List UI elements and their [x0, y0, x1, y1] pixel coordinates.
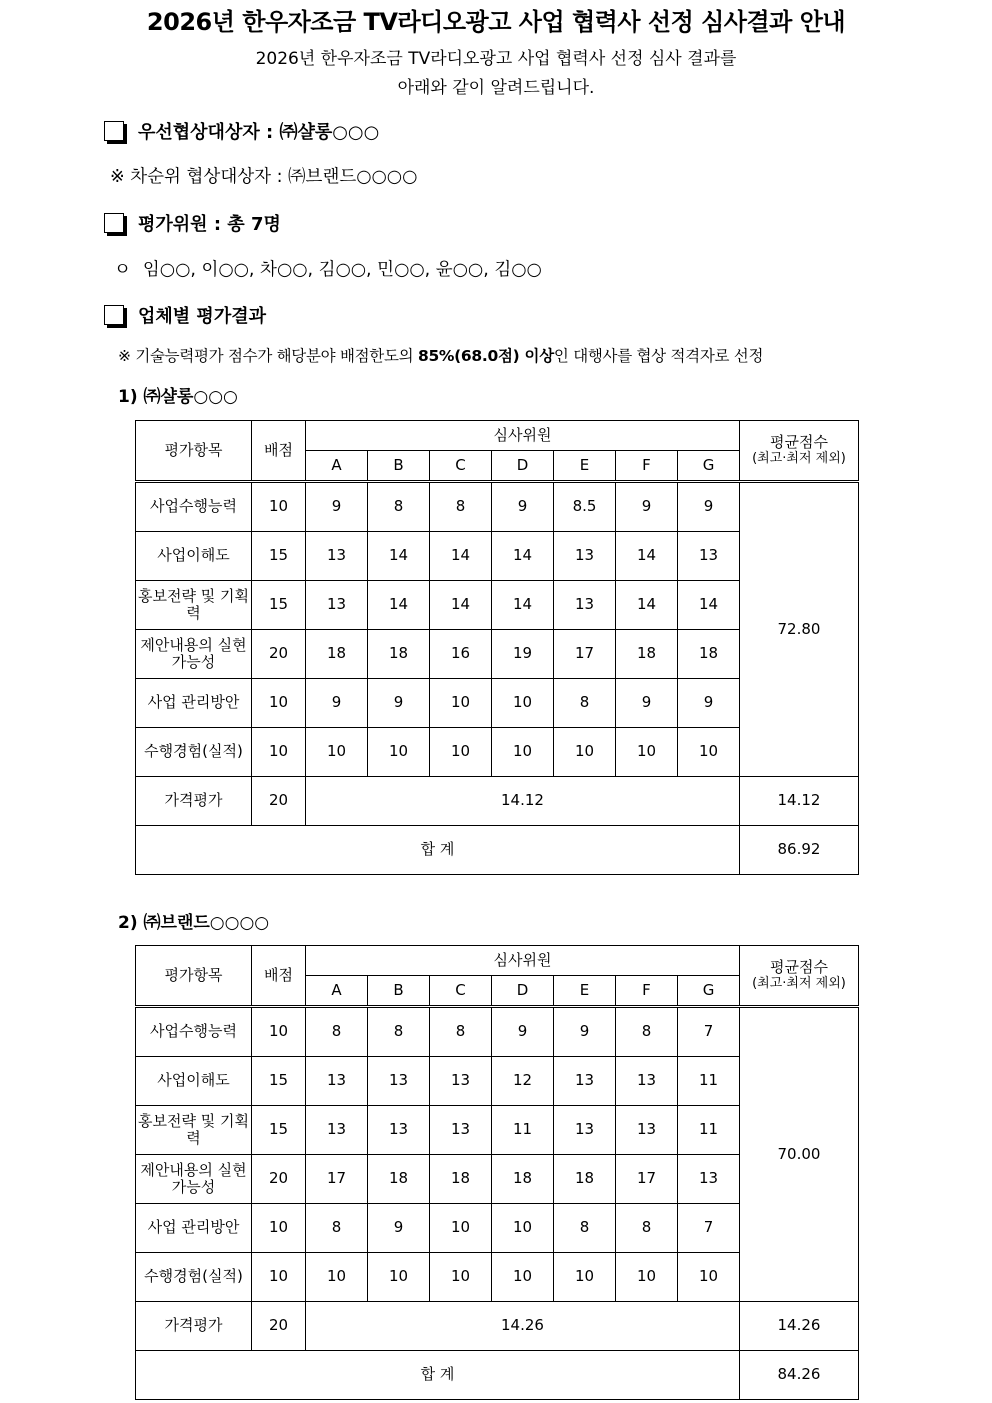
score-cell: 10 [492, 1253, 554, 1302]
header-item: 평가항목 [136, 946, 252, 1007]
score-cell: 13 [306, 532, 368, 581]
section-committee [104, 210, 281, 236]
row-item: 사업이해도 [136, 1057, 252, 1106]
price-average-score: 14.26 [740, 1302, 859, 1351]
score-cell: 8 [554, 1204, 616, 1253]
score-cell: 7 [678, 1007, 740, 1057]
company-2-heading: 2) ㈜브랜드○○○○ [118, 913, 270, 933]
row-item: 사업수행능력 [136, 482, 252, 532]
score-cell: 9 [678, 482, 740, 532]
score-cell: 10 [492, 1204, 554, 1253]
row-item: 사업수행능력 [136, 1007, 252, 1057]
score-cell: 18 [616, 630, 678, 679]
row-item: 사업 관리방안 [136, 679, 252, 728]
section-results [104, 302, 266, 328]
row-max-score: 10 [252, 1204, 306, 1253]
score-cell: 18 [368, 1155, 430, 1204]
header-row [136, 946, 859, 976]
selection-criteria-note [118, 344, 763, 366]
total-row [136, 826, 859, 875]
score-cell: 9 [368, 679, 430, 728]
score-cell: 13 [368, 1057, 430, 1106]
tech-average-score: 72.80 [740, 482, 859, 777]
score-cell: 10 [430, 1253, 492, 1302]
header-judge-d: D [492, 451, 554, 482]
header-judge-g: G [678, 976, 740, 1007]
score-cell: 13 [368, 1106, 430, 1155]
score-cell: 14 [492, 532, 554, 581]
score-cell: 13 [554, 1106, 616, 1155]
committee-label: 평가위원 : 총 7명 [138, 214, 281, 235]
row-item: 수행경험(실적) [136, 728, 252, 777]
score-cell: 19 [492, 630, 554, 679]
score-cell: 10 [554, 1253, 616, 1302]
score-cell: 18 [430, 1155, 492, 1204]
header-judge-e: E [554, 451, 616, 482]
total-label: 합 계 [136, 826, 740, 875]
score-cell: 18 [492, 1155, 554, 1204]
row-item: 제안내용의 실현 가능성 [136, 630, 252, 679]
score-cell: 18 [554, 1155, 616, 1204]
score-cell: 14 [368, 532, 430, 581]
table-row [136, 1007, 859, 1057]
total-score: 84.26 [740, 1351, 859, 1400]
company-2-score-table [135, 945, 859, 1400]
members-list: 임○○, 이○○, 차○○, 김○○, 민○○, 윤○○, 김○○ [142, 260, 542, 280]
score-cell: 11 [678, 1057, 740, 1106]
header-judge-e: E [554, 976, 616, 1007]
score-cell: 13 [678, 1155, 740, 1204]
score-cell: 10 [306, 1253, 368, 1302]
score-cell: 13 [616, 1106, 678, 1155]
row-item: 홍보전략 및 기획력 [136, 581, 252, 630]
price-row [136, 1302, 859, 1351]
company-1-score-table [135, 420, 859, 875]
header-judge-d: D [492, 976, 554, 1007]
committee-members [114, 256, 542, 281]
score-cell: 13 [678, 532, 740, 581]
header-average-label: 평균점수 [770, 958, 828, 977]
score-cell: 13 [554, 581, 616, 630]
header-judges: 심사위원 [306, 421, 740, 451]
row-max-score: 10 [252, 728, 306, 777]
row-item: 수행경험(실적) [136, 1253, 252, 1302]
header-judge-c: C [430, 976, 492, 1007]
score-cell: 8 [616, 1204, 678, 1253]
criteria-suffix: 인 대행사를 협상 적격자로 선정 [553, 347, 764, 365]
document-title: 2026년 한우자조금 TV라디오광고 사업 협력사 선정 심사결과 안내 [146, 8, 846, 36]
price-score: 14.26 [306, 1302, 740, 1351]
score-cell: 14 [430, 532, 492, 581]
price-label: 가격평가 [136, 1302, 252, 1351]
score-cell: 14 [678, 581, 740, 630]
header-average [740, 946, 859, 1007]
score-cell: 9 [492, 482, 554, 532]
header-judge-f: F [616, 451, 678, 482]
header-judge-a: A [306, 976, 368, 1007]
score-cell: 13 [554, 1057, 616, 1106]
header-average-note: (최고·최저 제외) [752, 450, 846, 466]
header-average-label: 평균점수 [770, 433, 828, 452]
score-cell: 13 [430, 1106, 492, 1155]
score-cell: 17 [306, 1155, 368, 1204]
total-score: 86.92 [740, 826, 859, 875]
header-max-score: 배점 [252, 946, 306, 1007]
price-max-score: 20 [252, 1302, 306, 1351]
score-cell: 8 [368, 1007, 430, 1057]
header-row [136, 421, 859, 451]
header-average [740, 421, 859, 482]
header-max-score: 배점 [252, 421, 306, 482]
row-item: 홍보전략 및 기획력 [136, 1106, 252, 1155]
preferred-bidder-label: 우선협상대상자 : ㈜샬롱○○○ [138, 122, 380, 143]
secondary-bidder-note: ※ 차순위 협상대상자 : ㈜브랜드○○○○ [110, 167, 418, 187]
score-cell: 14 [616, 581, 678, 630]
row-item: 사업 관리방안 [136, 1204, 252, 1253]
price-max-score: 20 [252, 777, 306, 826]
score-cell: 13 [306, 1106, 368, 1155]
table-row [136, 482, 859, 532]
score-cell: 14 [492, 581, 554, 630]
score-cell: 10 [492, 679, 554, 728]
header-judges: 심사위원 [306, 946, 740, 976]
score-cell: 13 [430, 1057, 492, 1106]
score-cell: 8 [616, 1007, 678, 1057]
score-cell: 10 [306, 728, 368, 777]
score-cell: 8 [368, 482, 430, 532]
score-cell: 13 [554, 532, 616, 581]
score-cell: 10 [368, 1253, 430, 1302]
total-row [136, 1351, 859, 1400]
checkbox-square-icon [104, 121, 124, 141]
score-cell: 8.5 [554, 482, 616, 532]
score-cell: 10 [368, 728, 430, 777]
row-item: 제안내용의 실현 가능성 [136, 1155, 252, 1204]
tech-average-score: 70.00 [740, 1007, 859, 1302]
company-1-heading: 1) ㈜샬롱○○○ [118, 387, 238, 407]
checkbox-square-icon [104, 213, 124, 233]
score-cell: 9 [306, 679, 368, 728]
score-cell: 10 [554, 728, 616, 777]
score-cell: 18 [306, 630, 368, 679]
row-max-score: 10 [252, 1253, 306, 1302]
intro-line-1: 2026년 한우자조금 TV라디오광고 사업 협력사 선정 심사 결과를 [255, 49, 737, 69]
score-cell: 9 [306, 482, 368, 532]
criteria-prefix: ※ 기술능력평가 점수가 해당분야 배점한도의 [118, 347, 418, 365]
results-label: 업체별 평가결과 [138, 306, 266, 327]
score-cell: 8 [430, 1007, 492, 1057]
header-judge-c: C [430, 451, 492, 482]
header-item: 평가항목 [136, 421, 252, 482]
score-cell: 10 [616, 728, 678, 777]
price-row [136, 777, 859, 826]
score-cell: 9 [616, 482, 678, 532]
score-cell: 8 [306, 1204, 368, 1253]
score-cell: 14 [368, 581, 430, 630]
row-max-score: 15 [252, 581, 306, 630]
header-judge-g: G [678, 451, 740, 482]
price-label: 가격평가 [136, 777, 252, 826]
score-cell: 9 [492, 1007, 554, 1057]
header-judge-f: F [616, 976, 678, 1007]
score-cell: 11 [492, 1106, 554, 1155]
score-cell: 10 [492, 728, 554, 777]
score-cell: 10 [430, 728, 492, 777]
total-label: 합 계 [136, 1351, 740, 1400]
score-cell: 8 [554, 679, 616, 728]
score-cell: 9 [368, 1204, 430, 1253]
row-max-score: 10 [252, 482, 306, 532]
section-preferred [104, 118, 379, 144]
score-cell: 9 [554, 1007, 616, 1057]
row-item: 사업이해도 [136, 532, 252, 581]
header-average-note: (최고·최저 제외) [752, 975, 846, 991]
intro-line-2: 아래와 같이 알려드립니다. [397, 78, 595, 98]
score-cell: 9 [616, 679, 678, 728]
score-cell: 10 [678, 1253, 740, 1302]
score-cell: 8 [306, 1007, 368, 1057]
score-cell: 13 [306, 1057, 368, 1106]
score-cell: 17 [616, 1155, 678, 1204]
row-max-score: 10 [252, 1007, 306, 1057]
score-cell: 12 [492, 1057, 554, 1106]
header-judge-b: B [368, 451, 430, 482]
bullet-circle-icon: ㅇ [114, 260, 131, 280]
score-cell: 10 [430, 679, 492, 728]
score-cell: 16 [430, 630, 492, 679]
row-max-score: 15 [252, 1106, 306, 1155]
score-cell: 18 [678, 630, 740, 679]
score-cell: 10 [430, 1204, 492, 1253]
score-cell: 8 [430, 482, 492, 532]
row-max-score: 15 [252, 1057, 306, 1106]
score-cell: 14 [616, 532, 678, 581]
row-max-score: 10 [252, 679, 306, 728]
price-average-score: 14.12 [740, 777, 859, 826]
score-cell: 10 [678, 728, 740, 777]
checkbox-square-icon [104, 305, 124, 325]
row-max-score: 20 [252, 630, 306, 679]
score-cell: 13 [616, 1057, 678, 1106]
row-max-score: 15 [252, 532, 306, 581]
price-score: 14.12 [306, 777, 740, 826]
score-cell: 11 [678, 1106, 740, 1155]
criteria-threshold: 85%(68.0점) 이상 [417, 347, 554, 365]
score-cell: 14 [430, 581, 492, 630]
score-cell: 9 [678, 679, 740, 728]
row-max-score: 20 [252, 1155, 306, 1204]
score-cell: 18 [368, 630, 430, 679]
score-cell: 13 [306, 581, 368, 630]
score-cell: 10 [616, 1253, 678, 1302]
header-judge-b: B [368, 976, 430, 1007]
header-judge-a: A [306, 451, 368, 482]
score-cell: 7 [678, 1204, 740, 1253]
score-cell: 17 [554, 630, 616, 679]
